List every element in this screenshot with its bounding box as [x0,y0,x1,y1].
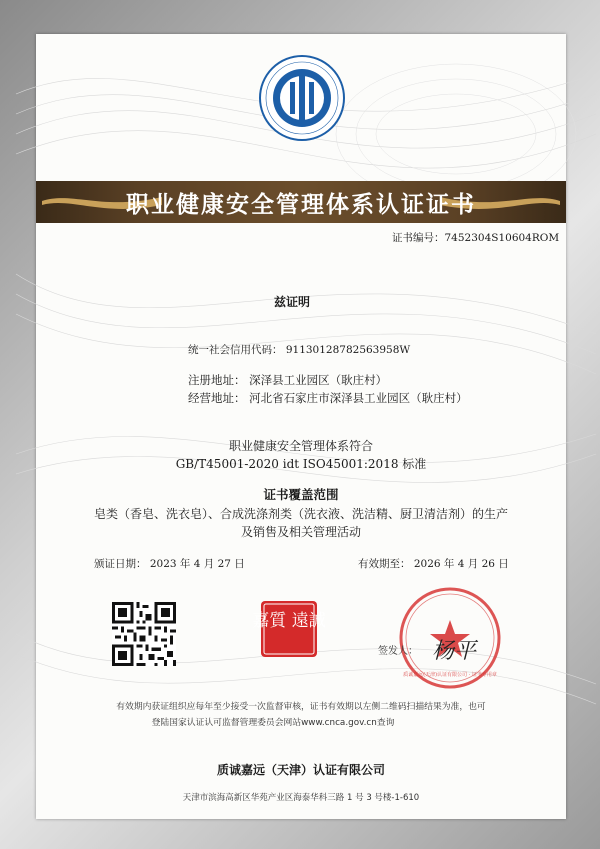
title-banner [36,181,566,223]
issue-date: 颁证日期： 2023 年 4 月 27 日 [94,558,245,570]
round-seal-text: 质诚嘉远(天津)认证有限公司 · 证书专用章 [403,672,497,678]
certificate-title: 职业健康安全管理体系认证证书 [126,192,476,218]
scope-line-1: 皂类（香皂、洗衣皂）、合成洗涤剂类（洗衣液、洗洁精、厨卫清洁剂）的生产 [93,507,508,521]
validity-note-line-1: 有效期内获证组织应每年至少接受一次监督审核，证书有效期以左侧二维码扫描结果为准，也可 [116,702,486,712]
square-seal [252,600,326,658]
qr-code [112,602,176,666]
certificate-number: 证书编号：7452304S10604ROM [392,232,560,244]
signer-label: 签发人： [378,646,418,657]
expiry-date: 有效期至： 2026 年 4 月 26 日 [358,558,509,570]
hereby-certify: 兹证明 [274,295,311,309]
issuer-company: 质诚嘉远（天津）认证有限公司 [216,763,385,777]
registered-address: 注册地址： 深泽县工业园区（耿庄村） [188,373,388,387]
signature-text: 杨平 [432,639,477,664]
square-seal-text: 嘉質 遠誠 [252,611,326,631]
scope-line-2: 及销售及相关管理活动 [240,525,361,539]
standard-name: GB/T45001-2020 idt ISO45001:2018 标准 [175,457,427,471]
credit-code: 统一社会信用代码： 91130128782563958W [188,344,411,356]
company-logo [258,54,346,142]
issuer-address: 天津市滨海高新区华苑产业区海泰华科三路 1 号 3 号楼-1-610 [182,793,420,803]
certificate-paper [36,34,566,819]
operating-address: 经营地址： 河北省石家庄市深泽县工业园区（耿庄村） [188,391,468,405]
validity-note-line-2: 登陆国家认证认可监督管理委员会网站www.cnca.gov.cn查询 [151,718,395,728]
conform-statement: 职业健康安全管理体系符合 [228,439,373,453]
scope-title: 证书覆盖范围 [263,487,339,502]
signature [428,632,498,668]
